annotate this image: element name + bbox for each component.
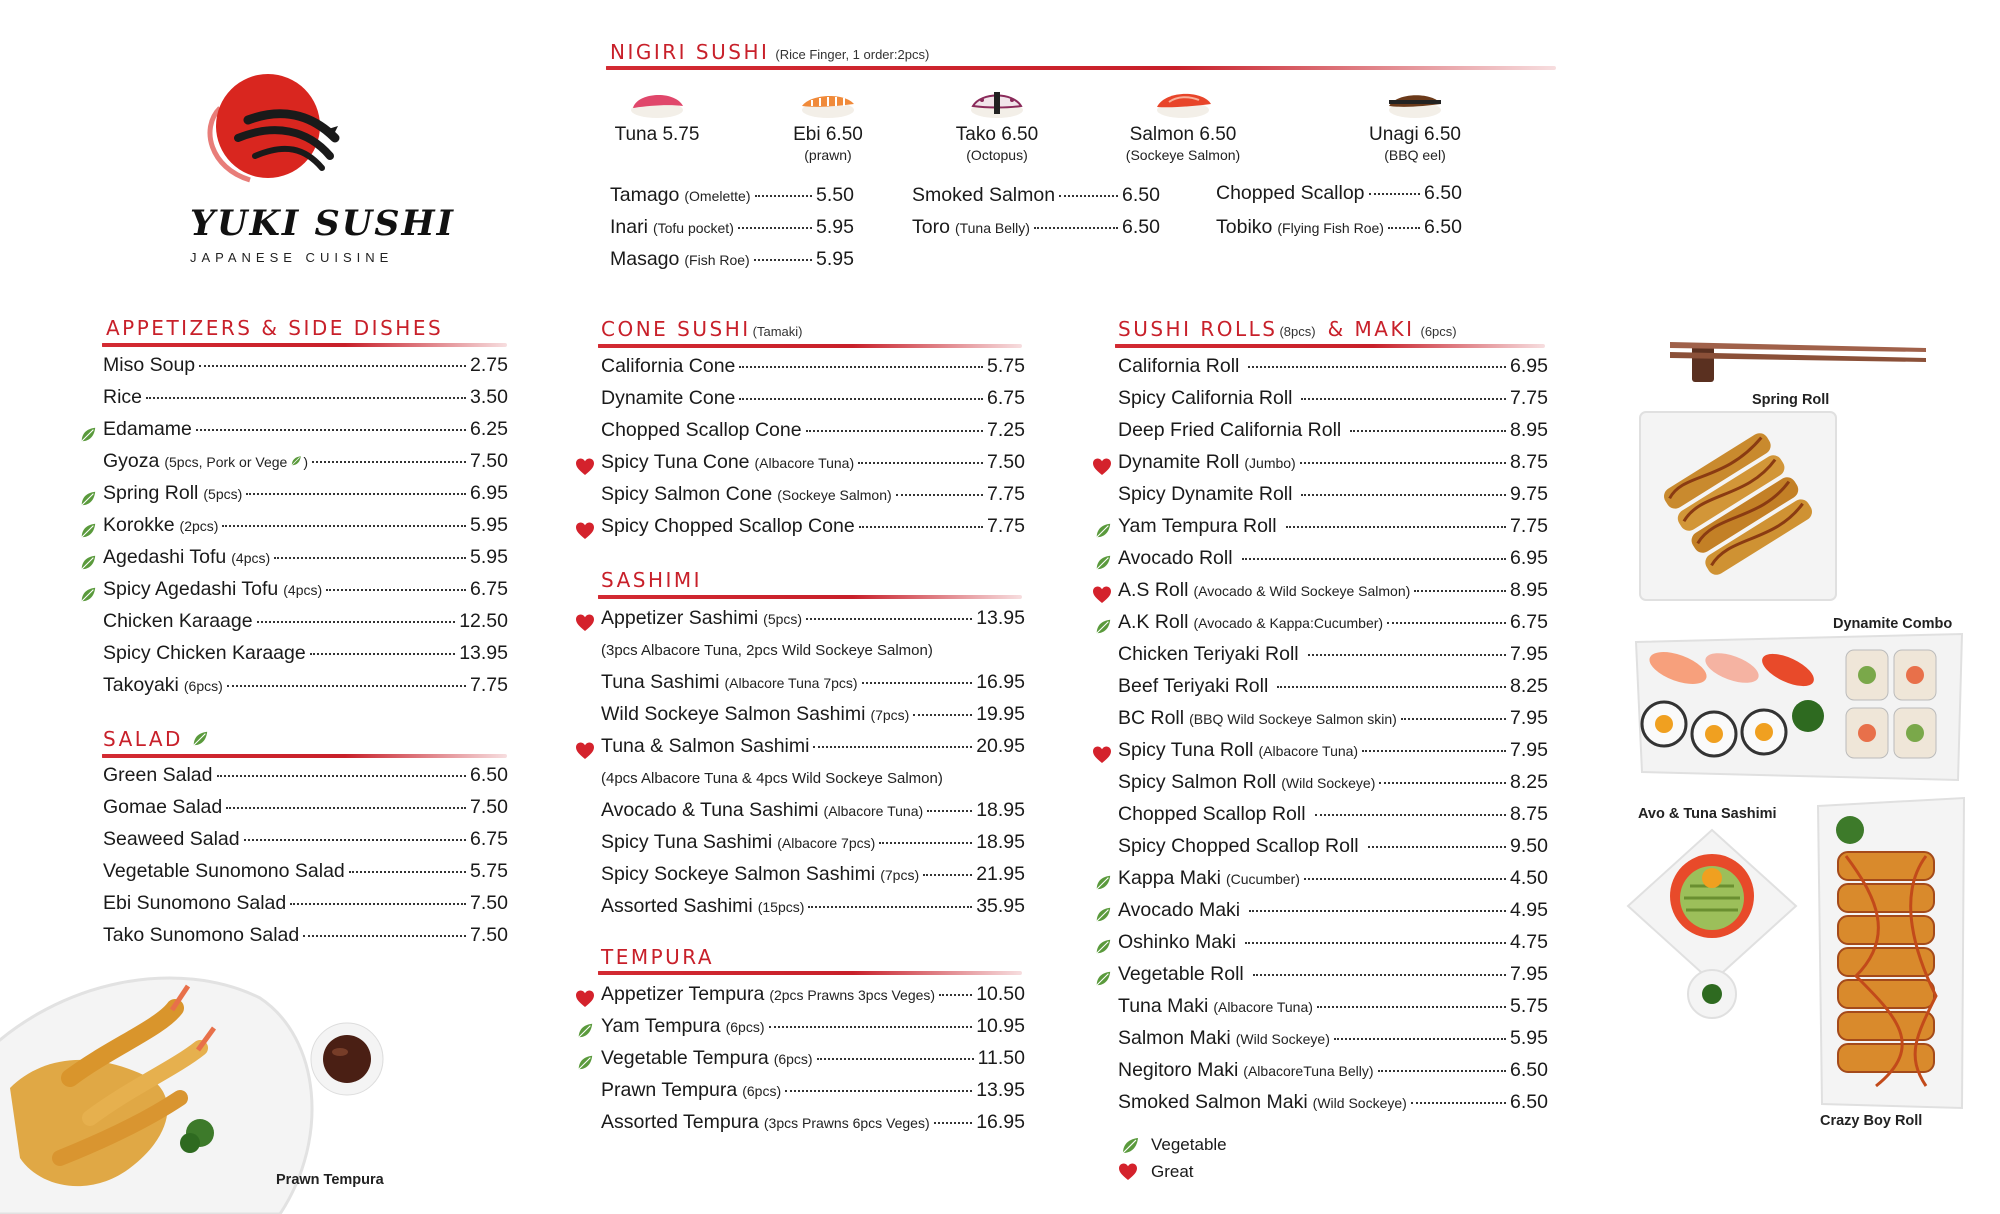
vegetable-leaf-icon bbox=[191, 730, 209, 748]
nigiri-item: Tobiko (Flying Fish Roe) 6.50 bbox=[1216, 216, 1462, 238]
vegetable-leaf-icon bbox=[79, 522, 97, 540]
roll-item: Kappa Maki (Cucumber) 4.50 bbox=[1118, 867, 1548, 889]
roll-item: A.S Roll (Avocado & Wild Sockeye Salmon) 8.95 bbox=[1118, 579, 1548, 601]
appetizer-item: Agedashi Tofu (4pcs) 5.95 bbox=[103, 546, 508, 568]
roll-item: Spicy Chopped Scallop Roll 9.50 bbox=[1118, 835, 1548, 857]
cone-subtitle: (Tamaki) bbox=[752, 324, 803, 339]
vegetable-leaf-icon bbox=[576, 1022, 594, 1040]
great-heart-icon bbox=[1092, 585, 1112, 605]
nigiri-underline bbox=[606, 66, 1556, 70]
appetizers-underline bbox=[102, 343, 507, 347]
cone-title: CONE SUSHI (Tamaki) bbox=[601, 317, 803, 341]
soy-sauce-dish-icon bbox=[310, 1022, 385, 1097]
salad-underline bbox=[102, 754, 507, 758]
sashimi-note: (4pcs Albacore Tuna & 4pcs Wild Sockeye Salmon) bbox=[601, 770, 943, 787]
salmon-nigiri-icon bbox=[1153, 86, 1213, 120]
nigiri-item: Masago (Fish Roe) 5.95 bbox=[610, 248, 854, 270]
roll-item: Salmon Maki (Wild Sockeye) 5.95 bbox=[1118, 1027, 1548, 1049]
great-heart-icon bbox=[1092, 745, 1112, 765]
legend-vegetable: Vegetable bbox=[1151, 1135, 1227, 1154]
appetizer-item: Spicy Chicken Karaage 13.95 bbox=[103, 642, 508, 664]
appetizer-item: Korokke (2pcs) 5.95 bbox=[103, 514, 508, 536]
nigiri-subtitle: (Rice Finger, 1 order:2pcs) bbox=[775, 47, 930, 62]
great-heart-icon bbox=[575, 613, 595, 633]
tempura-underline bbox=[598, 971, 1022, 975]
appetizer-item: Edamame 6.25 bbox=[103, 418, 508, 440]
avo-tuna-photo bbox=[1624, 826, 1800, 1022]
roll-item: Dynamite Roll (Jumbo) 8.75 bbox=[1118, 451, 1548, 473]
roll-item: Chopped Scallop Roll 8.75 bbox=[1118, 803, 1548, 825]
vegetable-leaf-icon bbox=[1120, 1136, 1140, 1156]
appetizer-item: Spring Roll (5pcs) 6.95 bbox=[103, 482, 508, 504]
sashimi-item: Spicy Tuna Sashimi (Albacore 7pcs) 18.95 bbox=[601, 831, 1025, 853]
roll-item: BC Roll (BBQ Wild Sockeye Salmon skin) 7.95 bbox=[1118, 707, 1548, 729]
vegetable-leaf-icon bbox=[1094, 554, 1112, 572]
chopsticks bbox=[1668, 326, 1930, 382]
vegetable-leaf-icon bbox=[1094, 618, 1112, 636]
rolls-underline bbox=[1115, 344, 1545, 348]
nigiri-feature-label: Tako 6.50 bbox=[955, 124, 1039, 145]
nigiri-feature-tuna bbox=[572, 86, 742, 146]
sashimi-title: SASHIMI bbox=[601, 568, 703, 592]
great-heart-icon bbox=[575, 741, 595, 761]
brand-tagline: JAPANESE CUISINE bbox=[190, 250, 394, 265]
sashimi-item: Tuna Sashimi (Albacore Tuna 7pcs) 16.95 bbox=[601, 671, 1025, 693]
salad-item: Green Salad 6.50 bbox=[103, 764, 508, 786]
vegetable-leaf-icon bbox=[79, 586, 97, 604]
nigiri-item: Smoked Salmon 6.50 bbox=[912, 184, 1160, 206]
nigiri-item: Inari (Tofu pocket) 5.95 bbox=[610, 216, 854, 238]
salad-title: SALAD bbox=[103, 727, 209, 751]
nigiri-feature-label: Salmon 6.50 bbox=[1129, 124, 1237, 145]
salad-item: Seaweed Salad 6.75 bbox=[103, 828, 508, 850]
logo bbox=[190, 68, 455, 268]
tempura-item: Prawn Tempura (6pcs) 13.95 bbox=[601, 1079, 1025, 1101]
spring-roll-photo bbox=[1638, 408, 1838, 604]
sashimi-underline bbox=[598, 595, 1022, 599]
cone-item: Spicy Salmon Cone (Sockeye Salmon) 7.75 bbox=[601, 483, 1025, 505]
nigiri-feature-tako bbox=[912, 86, 1082, 163]
vegetable-leaf-icon bbox=[1094, 522, 1112, 540]
roll-item: Spicy Tuna Roll (Albacore Tuna) 7.95 bbox=[1118, 739, 1548, 761]
ebi-nigiri-icon bbox=[798, 86, 858, 120]
spring-roll-caption: Spring Roll bbox=[1752, 392, 1830, 408]
cone-underline bbox=[598, 344, 1022, 348]
nigiri-item: Chopped Scallop 6.50 bbox=[1216, 182, 1462, 204]
nigiri-feature-ebi bbox=[743, 86, 913, 163]
roll-item: A.K Roll (Avocado & Kappa:Cucumber) 6.75 bbox=[1118, 611, 1548, 633]
nigiri-title: NIGIRI SUSHI (Rice Finger, 1 order:2pcs) bbox=[610, 40, 930, 64]
nigiri-feature-label: Unagi 6.50 bbox=[1369, 124, 1461, 145]
legend-great: Great bbox=[1151, 1162, 1194, 1181]
nigiri-item: Tamago (Omelette) 5.50 bbox=[610, 184, 854, 206]
dynamite-combo-caption: Dynamite Combo bbox=[1833, 616, 1953, 632]
tako-nigiri-icon bbox=[967, 86, 1027, 120]
avo-tuna-plate-icon bbox=[1624, 826, 1800, 1022]
nigiri-feature-label: Tuna 5.75 bbox=[614, 124, 700, 145]
roll-item: Deep Fried California Roll 8.95 bbox=[1118, 419, 1548, 441]
dynamite-combo-plate-icon bbox=[1632, 632, 1966, 782]
appetizers-title: APPETIZERS & SIDE DISHES bbox=[106, 316, 444, 340]
vegetable-leaf-icon bbox=[290, 455, 302, 467]
roll-item: Oshinko Maki 4.75 bbox=[1118, 931, 1548, 953]
sashimi-item: Tuna & Salmon Sashimi 20.95 bbox=[601, 735, 1025, 757]
great-heart-icon bbox=[1118, 1162, 1138, 1182]
crazy-boy-plate-icon bbox=[1816, 796, 1966, 1112]
dynamite-combo-photo bbox=[1632, 632, 1966, 782]
sashimi-item: Appetizer Sashimi (5pcs) 13.95 bbox=[601, 607, 1025, 629]
appetizer-item: Spicy Agedashi Tofu (4pcs) 6.75 bbox=[103, 578, 508, 600]
great-heart-icon bbox=[575, 989, 595, 1009]
tempura-item: Assorted Tempura (3pcs Prawns 6pcs Veges) 16.95 bbox=[601, 1111, 1025, 1133]
salad-item: Gomae Salad 7.50 bbox=[103, 796, 508, 818]
tuna-nigiri-icon bbox=[627, 86, 687, 120]
great-heart-icon bbox=[575, 457, 595, 477]
sashimi-item: Spicy Sockeye Salmon Sashimi (7pcs) 21.95 bbox=[601, 863, 1025, 885]
logo-emblem-icon bbox=[190, 68, 420, 188]
prawn-tempura-caption: Prawn Tempura bbox=[276, 1172, 384, 1188]
salad-item: Vegetable Sunomono Salad 5.75 bbox=[103, 860, 508, 882]
roll-item: Smoked Salmon Maki (Wild Sockeye) 6.50 bbox=[1118, 1091, 1548, 1113]
vegetable-leaf-icon bbox=[576, 1054, 594, 1072]
crazy-boy-photo bbox=[1816, 796, 1966, 1112]
appetizer-item: Gyoza (5pcs, Pork or Vege ) 7.50 bbox=[103, 450, 508, 472]
tempura-title: TEMPURA bbox=[601, 945, 715, 969]
crazy-boy-caption: Crazy Boy Roll bbox=[1820, 1113, 1923, 1129]
sashimi-item: Wild Sockeye Salmon Sashimi (7pcs) 19.95 bbox=[601, 703, 1025, 725]
brand-name: YUKI SUSHI bbox=[190, 203, 455, 244]
roll-item: Avocado Maki 4.95 bbox=[1118, 899, 1548, 921]
tempura-item: Appetizer Tempura (2pcs Prawns 3pcs Veges) 10.50 bbox=[601, 983, 1025, 1005]
great-heart-icon bbox=[575, 521, 595, 541]
vegetable-leaf-icon bbox=[1094, 970, 1112, 988]
nigiri-feature-unagi bbox=[1330, 86, 1500, 163]
vegetable-leaf-icon bbox=[1094, 874, 1112, 892]
tempura-item: Vegetable Tempura (6pcs) 11.50 bbox=[601, 1047, 1025, 1069]
vegetable-leaf-icon bbox=[1094, 938, 1112, 956]
salad-item: Ebi Sunomono Salad 7.50 bbox=[103, 892, 508, 914]
great-heart-icon bbox=[1092, 457, 1112, 477]
roll-item: Yam Tempura Roll 7.75 bbox=[1118, 515, 1548, 537]
nigiri-feature-sub: (BBQ eel) bbox=[1384, 147, 1446, 163]
roll-item: California Roll 6.95 bbox=[1118, 355, 1548, 377]
roll-item: Vegetable Roll 7.95 bbox=[1118, 963, 1548, 985]
nigiri-feature-salmon bbox=[1098, 86, 1268, 163]
roll-item: Tuna Maki (Albacore Tuna) 5.75 bbox=[1118, 995, 1548, 1017]
nigiri-item: Toro (Tuna Belly) 6.50 bbox=[912, 216, 1160, 238]
roll-item: Negitoro Maki (AlbacoreTuna Belly) 6.50 bbox=[1118, 1059, 1548, 1081]
roll-item: Beef Teriyaki Roll 8.25 bbox=[1118, 675, 1548, 697]
roll-item: Spicy Salmon Roll (Wild Sockeye) 8.25 bbox=[1118, 771, 1548, 793]
salad-item: Tako Sunomono Salad 7.50 bbox=[103, 924, 508, 946]
soy-sauce-dish bbox=[310, 1022, 385, 1097]
nigiri-feature-sub: (Sockeye Salmon) bbox=[1125, 147, 1241, 163]
nigiri-feature-label: Ebi 6.50 bbox=[793, 124, 863, 145]
appetizer-item: Takoyaki (6pcs) 7.75 bbox=[103, 674, 508, 696]
appetizer-item: Rice 3.50 bbox=[103, 386, 508, 408]
cone-item: Spicy Chopped Scallop Cone 7.75 bbox=[601, 515, 1025, 537]
sashimi-item: Assorted Sashimi (15pcs) 35.95 bbox=[601, 895, 1025, 917]
cone-item: Dynamite Cone 6.75 bbox=[601, 387, 1025, 409]
sashimi-item: Avocado & Tuna Sashimi (Albacore Tuna) 18.95 bbox=[601, 799, 1025, 821]
vegetable-leaf-icon bbox=[1094, 906, 1112, 924]
sashimi-note: (3pcs Albacore Tuna, 2pcs Wild Sockeye Salmon) bbox=[601, 642, 933, 659]
nigiri-feature-sub: (Octopus) bbox=[966, 147, 1028, 163]
nigiri-feature-sub: (prawn) bbox=[804, 147, 852, 163]
appetizer-item: Miso Soup 2.75 bbox=[103, 354, 508, 376]
roll-item: Avocado Roll 6.95 bbox=[1118, 547, 1548, 569]
appetizer-item: Chicken Karaage 12.50 bbox=[103, 610, 508, 632]
vegetable-leaf-icon bbox=[79, 426, 97, 444]
tempura-item: Yam Tempura (6pcs) 10.95 bbox=[601, 1015, 1025, 1037]
roll-item: Spicy Dynamite Roll 9.75 bbox=[1118, 483, 1548, 505]
vegetable-leaf-icon bbox=[79, 554, 97, 572]
spring-roll-plate-icon bbox=[1638, 408, 1838, 604]
roll-item: Spicy California Roll 7.75 bbox=[1118, 387, 1548, 409]
rolls-title: SUSHI ROLLS (8pcs) & MAKI (6pcs) bbox=[1118, 317, 1457, 341]
cone-item: Chopped Scallop Cone 7.25 bbox=[601, 419, 1025, 441]
avo-tuna-caption: Avo & Tuna Sashimi bbox=[1638, 806, 1777, 822]
cone-item: Spicy Tuna Cone (Albacore Tuna) 7.50 bbox=[601, 451, 1025, 473]
roll-item: Chicken Teriyaki Roll 7.95 bbox=[1118, 643, 1548, 665]
chopsticks-icon bbox=[1668, 326, 1930, 382]
unagi-nigiri-icon bbox=[1385, 86, 1445, 120]
cone-item: California Cone 5.75 bbox=[601, 355, 1025, 377]
vegetable-leaf-icon bbox=[79, 490, 97, 508]
